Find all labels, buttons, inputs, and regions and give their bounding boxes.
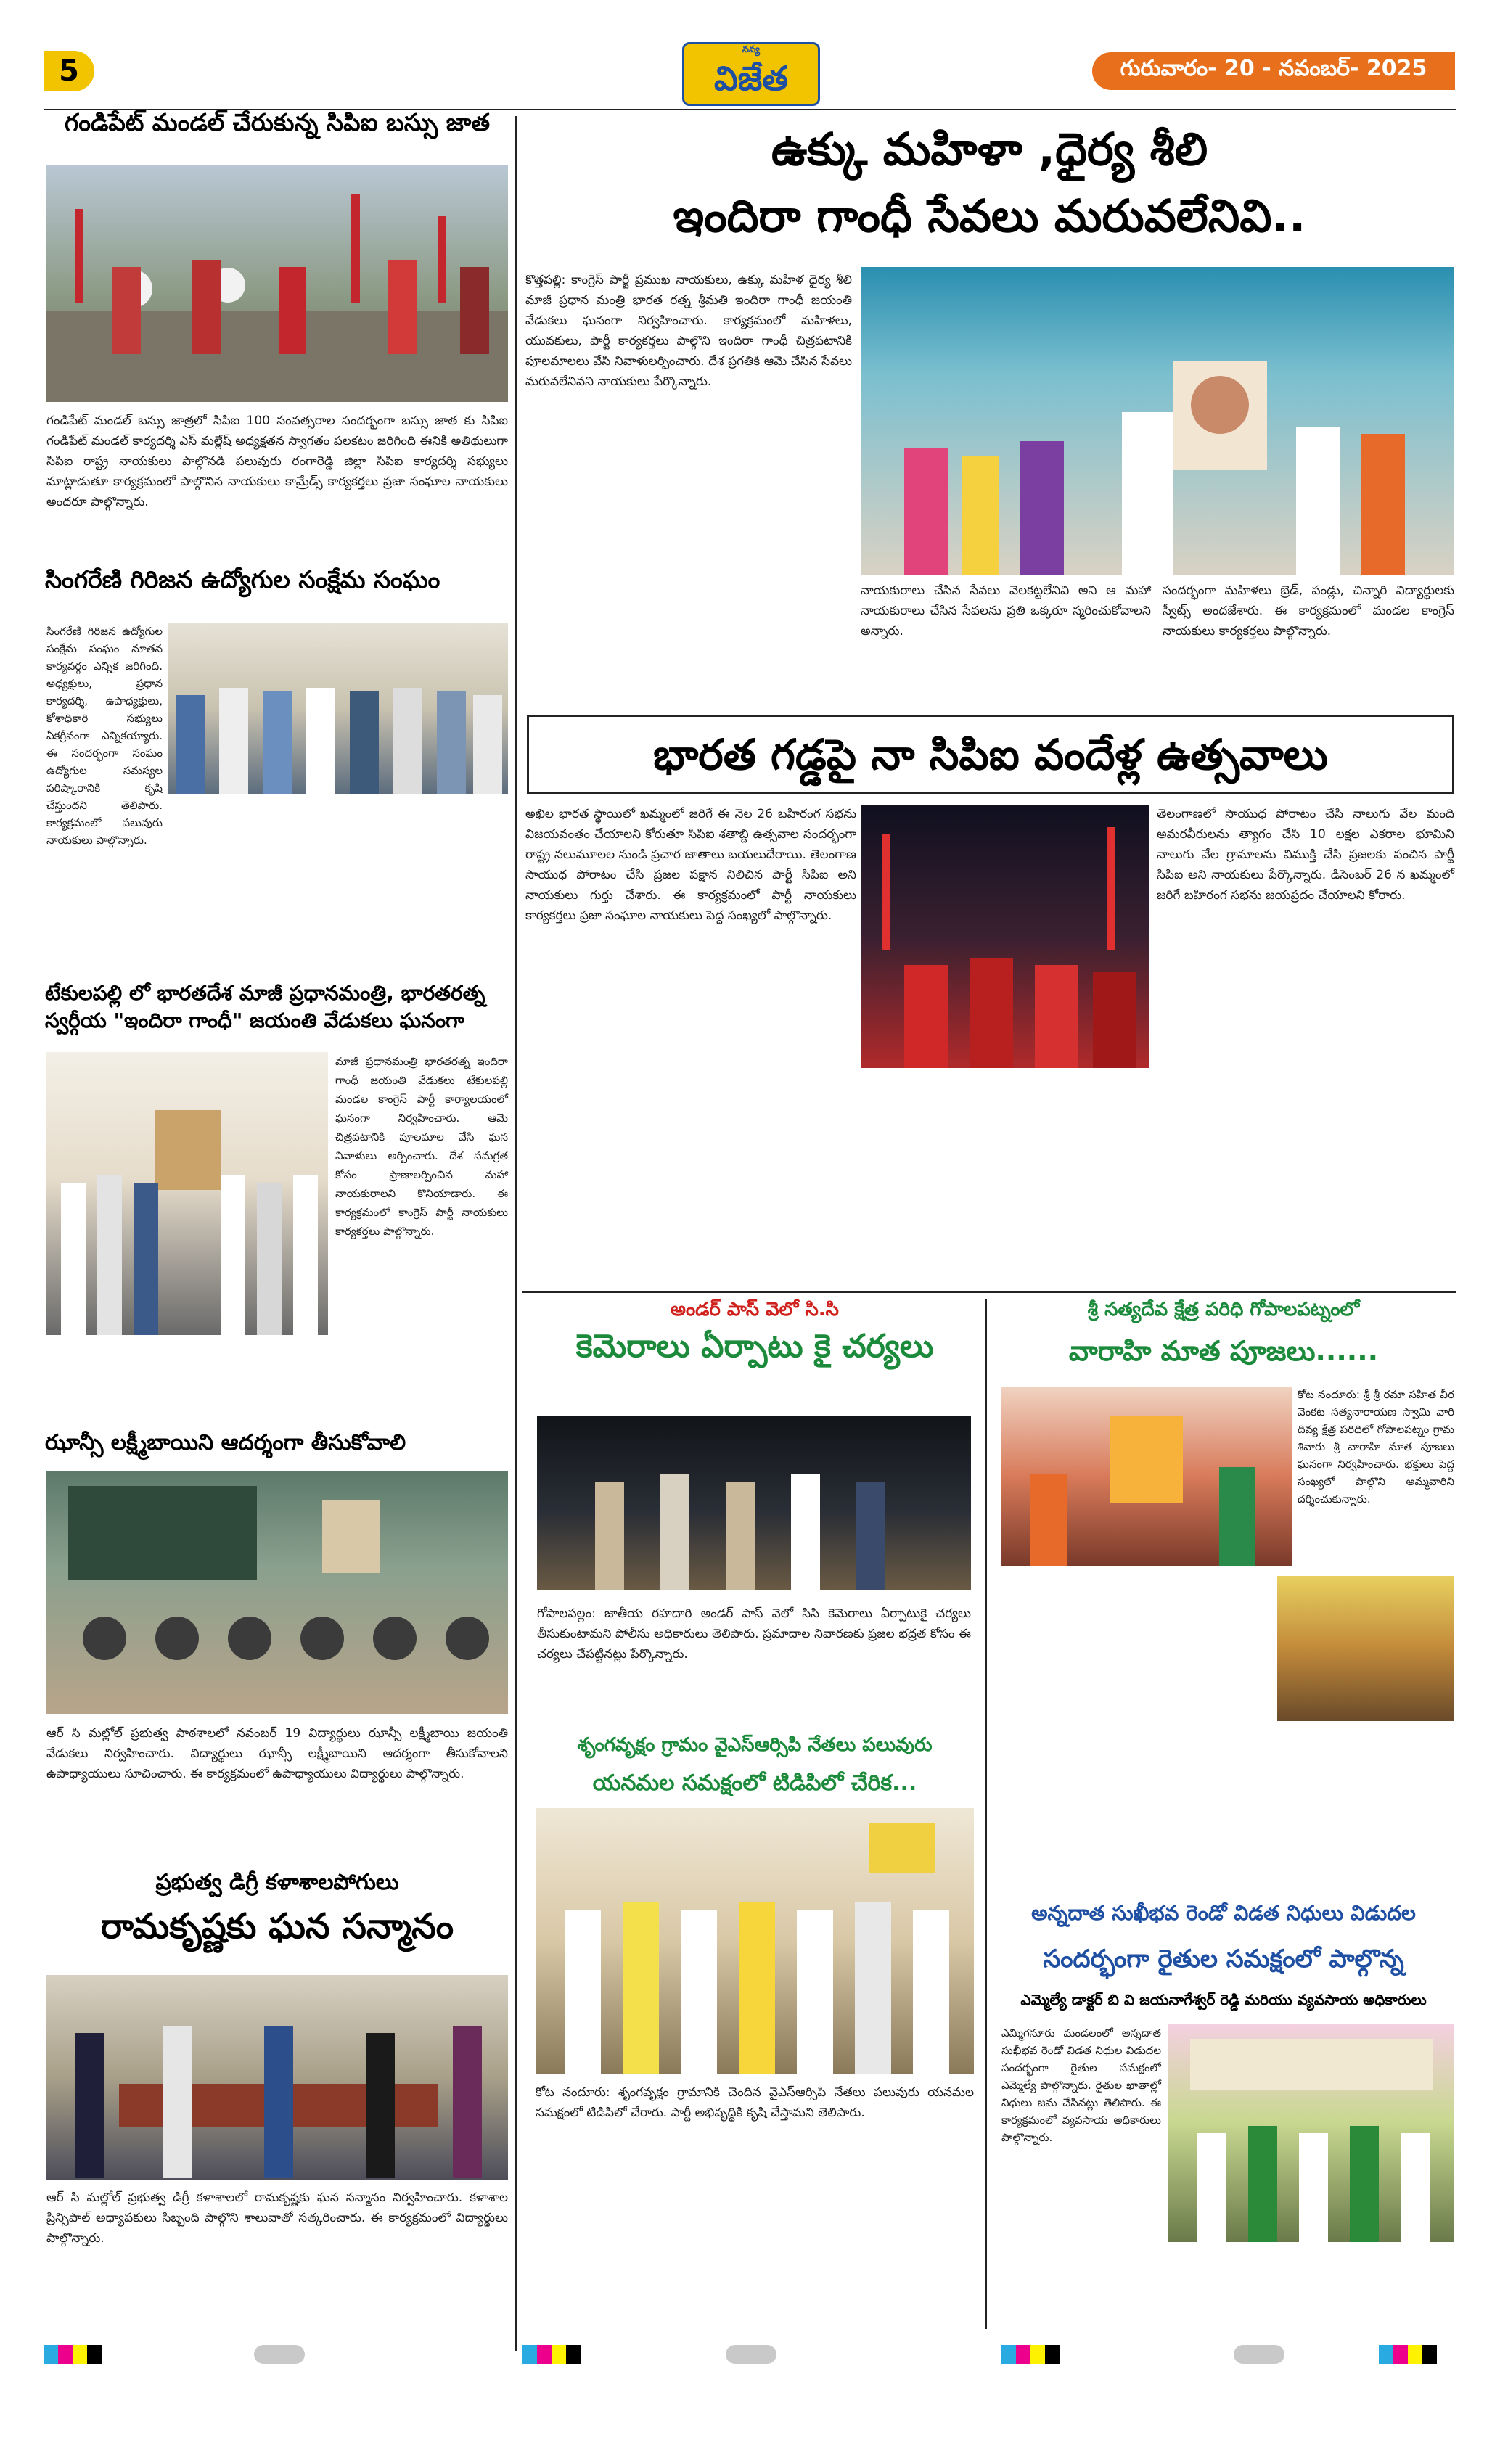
registration-pill-2 [726,2345,776,2364]
story5-body: ఆర్ సి మల్లోల్ ప్రభుత్వ డిగ్రీ కళాశాలలో రామకృష్ణకు ఘన సన్మానం నిర్వహించారు. కళాశాల ప్రిన్సిపాల్ అధ్యాపకులు సిబ్బంది పాల్గొని శాలువాతో సత్కరించారు. ఈ కార్యక్రమంలో విద్యార్థులు పాల్గొన్నారు. [46,2190,508,2246]
story2-title: సింగరేణి గిరిజన ఉద్యోగుల సంక్షేమ సంఘం [45,565,440,594]
indira-body-bottom: నాయకురాలు చేసిన సేవలు వెలకట్టలేనివి అని ఆ మహా నాయకురాలు చేసిన సేవలను ప్రతి ఒక్కరూ స్మరించుకోవాలని అన్నారు. [861,583,1151,638]
varahi-photo-2 [1277,1576,1454,1721]
indira-photo [861,267,1454,575]
story1-photo [46,165,508,402]
story2-photo [168,623,508,794]
varahi-photo [1001,1387,1292,1566]
column-rule-left [515,116,517,2351]
masthead-title: విజేత [713,59,789,98]
cpi-headline-box [527,715,1454,794]
cpi-photo [861,805,1149,1068]
cpi-headline: భారత గడ్డపై నా సిపిఐ వందేళ్ల ఉత్సవాలు [653,730,1328,779]
indira-body-left: కొత్తపల్లి: కాంగ్రెస్ పార్టీ ప్రముఖ నాయకులు, ఉక్కు మహిళ ధైర్య శీలి మాజీ ప్రధాన మంత్రి భారత రత్న శ్రీమతి ఇందిరా గాంధీ జయంతి వేడుకలు ఘనంగా నిర్వహించారు. కార్యక్రమంలో మహిళలు, యువకులు, పార్టీ కార్యకర్తలు పాల్గొని ఇందిరా గాంధీ చిత్రపటానికి పూలమాలలు వేసి నివాళులర్పించారు. దేశ ప్రగతికి ఆమె చేసిన సేవలు మరువలేనివని నాయకులు పేర్కొన్నారు. [525,273,852,389]
felicitation-illustration [46,1975,508,2180]
date-badge [1092,52,1455,90]
story5-title-top: ప్రభుత్వ డిగ్రీ కళాశాలపోగులు [155,1870,399,1895]
varahi-kicker: శ్రీ సత్యదేవ క్షేత్ర పరిధి గోపాలపట్నంలో [1087,1299,1360,1321]
farmers-meeting-illustration [1168,2024,1454,2242]
column-rule-right [985,1299,987,2329]
cctv-kicker: అండర్ పాస్ వెలో సి.సి [671,1299,839,1321]
temple-pooja-illustration [1001,1387,1292,1566]
tdp-body: కోట నందూరు: శృంగవృక్షం గ్రామానికి చెందిన వైఎస్ఆర్సిపి నేతలు పలువురు యనమల సమక్షంలో టిడిపిలో చేరారు. పార్టీ అభివృద్ధికి కృషి చేస్తామని తెలిపారు. [536,2085,974,2120]
cpi-body: అఖిల భారత స్థాయిలో ఖమ్మంలో జరిగే ఈ నెల 26 బహిరంగ సభను విజయవంతం చేయాలని కోరుతూ సిపిఐ శతాబ్ది ఉత్సవాల సందర్భంగా రాష్ట్ర నలుమూలల నుండి ప్రచార జాతాలు బయలుదేరాయి. తెలంగాణ సాయుధ పోరాటం చేసి ప్రజల పక్షాన నిలిచిన పార్టీ సిపిఐ అని నాయకులు గుర్తు చేశారు. ఈ కార్యక్రమంలో పార్టీ నాయకులు కార్యకర్తలు ప్రజా సంఘాల నాయకులు పెద్ద సంఖ్యలో పాల్గొన్నారు. [525,807,856,923]
story3-body: మాజీ ప్రధానమంత్రి భారతరత్న ఇందిరా గాంధీ జయంతి వేడుకలు టేకులపల్లి మండల కాంగ్రెస్ పార్టీ కార్యాలయంలో ఘనంగా నిర్వహించారు. ఆమె చిత్రపటానికి పూలమాల వేసి ఘన నివాళులు అర్పించారు. దేశ సమగ్రత కోసం ప్రాణాలర్పించిన మహా నాయకురాలని కొనియాడారు. ఈ కార్యక్రమంలో కాంగ్రెస్ పార్టీ నాయకులు కార్యకర్తలు పాల్గొన్నారు. [335,1055,508,1238]
police-officials-illustration [537,1416,971,1590]
indira-jayanti-illustration [861,267,1454,575]
varahi-body: కోట నందూరు: శ్రీ శ్రీ రమా సహిత వీర వెంకట సత్యనారాయణ స్వామి వారి దివ్య క్షేత్ర పరిధిలో గోపాలపట్నం గ్రామ శివారు శ్రీ వారాహి మాత పూజలు ఘనంగా నిర్వహించారు. భక్తులు పెద్ద సంఖ్యలో పాల్గొని అమ్మవారిని దర్శించుకున్నారు. [1298,1388,1454,1506]
party-joining-illustration [536,1808,974,2074]
story4-body: ఆర్ సి మల్లోల్ ప్రభుత్వ పాఠశాలలో నవంబర్ 19 విద్యార్థులు ఝాన్సీ లక్ష్మీబాయి జయంతి వేడుకలు నిర్వహించారు. విద్యార్థులు ఝాన్సీ లక్ష్మీబాయిని ఆదర్శంగా తీసుకోవాలని ఉపాధ్యాయులు సూచించారు. ఈ కార్యక్రమంలో ఉపాధ్యాయులు విద్యార్థులు పాల్గొన్నారు. [46,1726,508,1781]
cpi-bottom-rule [522,1291,1456,1293]
story4-photo [46,1471,508,1714]
group-photo-illustration [168,623,508,794]
cpi-celebration-illustration [861,805,1149,1068]
story4-title: ఝాన్సీ లక్ష్మీబాయిని ఆదర్శంగా తీసుకోవాలి [45,1430,406,1455]
farmer-subtitle: ఎమ్మెల్యే డాక్టర్ బి వి జయనాగేశ్వర్ రెడ్డి మరియు వ్యవసాయ అధికారులు [1020,1991,1427,2008]
farmer-body: ఎమ్మిగనూరు మండలంలో అన్నదాత సుఖీభవ రెండో విడత నిధుల విడుదల సందర్భంగా రైతుల సమక్షంలో ఎమ్మెల్యే పాల్గొన్నారు. రైతుల ఖాతాల్లో నిధులు జమ చేసినట్లు తెలిపారు. ఈ కార్యక్రమంలో వ్యవసాయ అధికారులు పాల్గొన్నారు. [1001,2026,1161,2144]
main-headline-line2: ఇందిరా గాంధీ సేవలు మరువలేనివి.. [673,189,1306,242]
story5-photo [46,1975,508,2180]
registration-pill-3 [1234,2345,1284,2364]
cctv-photo [537,1416,971,1590]
page-number-badge [44,51,94,91]
story1-title: గండిపేట్ మండల్ చేరుకున్న సిపిఐ బస్సు జాత [64,108,490,136]
registration-marks-right [1379,2345,1437,2364]
page-number: 5 [59,54,79,88]
school-students-illustration [46,1471,508,1714]
story1-body: గండిపేట్ మండల్ బస్సు జాత్రలో సిపిఐ 100 సంవత్సరాల సందర్భంగా బస్సు జాత కు సిపిఐ గండిపేట్ మండల్ కార్యదర్శి ఎస్ మల్లేష్ అధ్యక్షతన స్వాగతం పలకటం జరిగింది ఈనికి అతిథులుగా సిపిఐ రాష్ట్ర నాయకులు పాల్గొనడి పలువురు రంగారెడ్డి జిల్లా సిపిఐ కార్యదర్శి సభ్యులు మాట్లాడుతూ కార్యక్రమంలో పాల్గొనిన నాయకులు కామ్రేడ్స్ కార్యకర్తలు ప్రజా సంఘాల నాయకులు అందరూ పాల్గొన్నారు. [46,414,508,509]
cpi-body-right: తెలంగాణలో సాయుధ పోరాటం చేసి నాలుగు వేల మంది అమరవీరులను త్యాగం చేసి 10 లక్షల ఎకరాల భూమిని నాలుగు వేల గ్రామాలను విముక్తి చేసి ప్రజలకు పంచిన పార్టీ సిపిఐ అని నాయకులు పేర్కొన్నారు. డిసెంబర్ 26 న ఖమ్మంలో జరిగే బహిరంగ సభను జయప్రదం చేయాలని కోరారు. [1157,807,1454,903]
indira-body-right: సందర్భంగా మహిళలు బ్రెడ్, పండ్లు, చిన్నారి విద్యార్థులకు స్వీట్స్ అందజేశారు. ఈ కార్యక్రమంలో మండల కాంగ్రెస్ నాయకులు కార్యకర్తలు పాల్గొన్నారు. [1163,583,1454,638]
farmer-kicker: అన్నదాత సుఖీభవ రెండో విడత నిధులు విడుదల [1031,1901,1416,1925]
story3-title: టేకులపల్లి లో భారతదేశ మాజీ ప్రధానమంత్రి, భారతరత్న స్వర్గీయ "ఇందిరా గాంధీ" జయంతి వేడుకలు ఘనంగా [45,981,485,1032]
cctv-body: గోపాలపల్లం: జాతీయ రహదారి అండర్ పాస్ వెలో సిసి కెమెరాలు ఏర్పాటుకై చర్యలు తీసుకుంటామని పోలీసు అధికారులు తెలిపారు. ప్రమాదాల నివారణకు ప్రజల భద్రత కోసం ఈ చర్యలు చేపట్టినట్లు పేర్కొన్నారు. [537,1606,971,1662]
indira-tribute-illustration [46,1052,328,1335]
registration-marks-left [44,2345,102,2364]
registration-pill-1 [254,2345,305,2364]
farmer-photo [1168,2024,1454,2242]
tdp-photo [536,1808,974,2074]
masthead-small: నవ్య [742,44,761,55]
varahi-title: వారాహి మాత పూజలు...... [1068,1335,1379,1367]
cctv-title: కెమెరాలు ఏర్పాటు కై చర్యలు [575,1328,934,1365]
masthead [682,42,820,106]
farmer-title: సందర్భంగా రైతుల సమక్షంలో పాల్గొన్న [1043,1944,1404,1974]
tdp-title: యనమల సమక్షంలో టిడిపిలో చేరిక... [592,1770,917,1796]
registration-marks-center-right [1001,2345,1060,2364]
story5-title: రామకృష్ణకు ఘన సన్మానం [100,1906,454,1947]
tdp-kicker: శృంగవృక్షం గ్రామం వైఎస్ఆర్సిపి నేతలు పలువురు [577,1734,933,1756]
story2-body: సింగరేణి గిరిజన ఉద్యోగుల సంక్షేమ సంఘం నూతన కార్యవర్గం ఎన్నిక జరిగింది. అధ్యక్షులు, ప్రధాన కార్యదర్శి, ఉపాధ్యక్షులు, కోశాధికారి సభ్యులు ఏకగ్రీవంగా ఎన్నికయ్యారు. ఈ సందర్భంగా సంఘం ఉద్యోగుల సమస్యల పరిష్కారానికి కృషి చేస్తుందని తెలిపారు. కార్యక్రమంలో పలువురు నాయకులు పాల్గొన్నారు. [46,625,163,847]
cpi-march-illustration [46,165,508,402]
date-text: గురువారం- 20 - నవంబర్- 2025 [1120,56,1427,81]
registration-marks-center-left [522,2345,581,2364]
main-headline-line1: ఉక్కు మహిళా ,ధైర్య శీలి [771,123,1208,176]
story3-photo [46,1052,328,1335]
